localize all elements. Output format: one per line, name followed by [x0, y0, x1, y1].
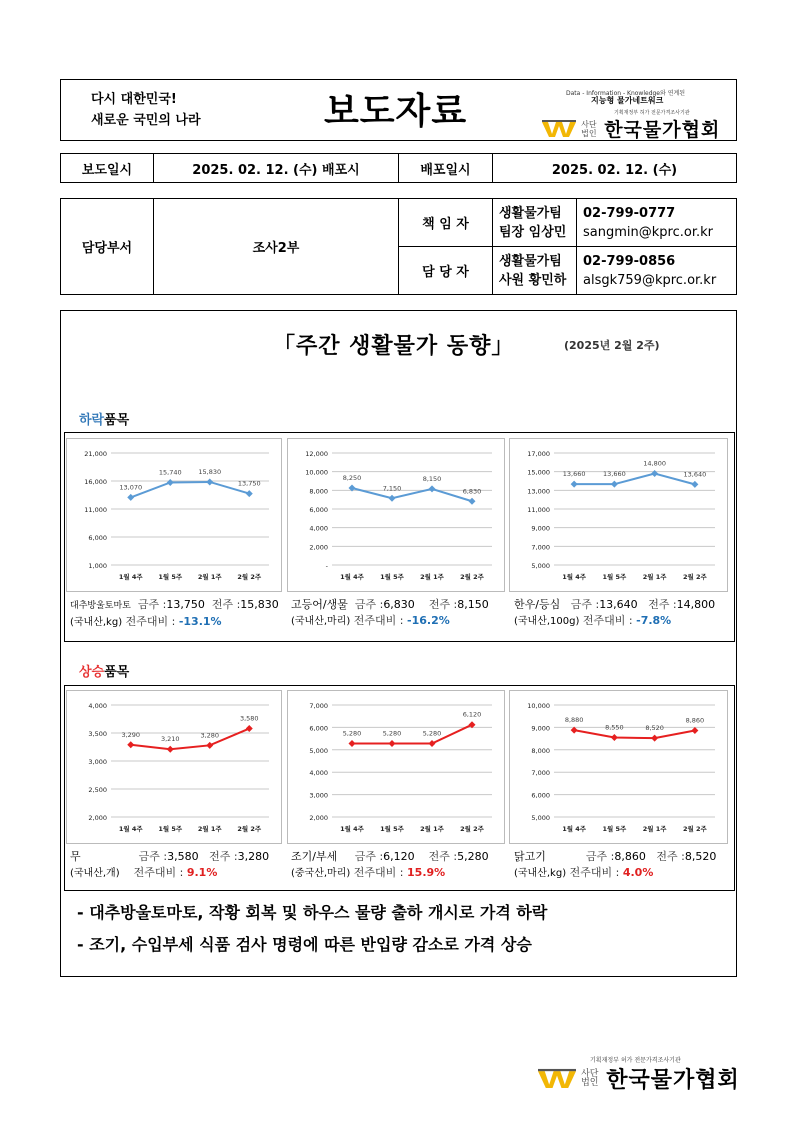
responsible-person: 팀장 임상민 [499, 224, 567, 240]
up-section-label [79, 661, 129, 680]
prev-label: 전주 : [211, 598, 241, 611]
series-line [574, 730, 695, 738]
item-name: 고등어/생물 [291, 598, 348, 611]
document-title: 보도자료 [324, 90, 468, 132]
y-tick-label: 5,000 [531, 814, 550, 822]
data-label: 5,280 [382, 729, 402, 738]
x-tick-label: 1월 4주 [118, 573, 143, 581]
report-date-label: 보도일시 [61, 154, 154, 183]
data-label: 6,120 [462, 710, 482, 719]
series-line [131, 482, 250, 497]
dept-value: 조사2부 [154, 199, 399, 295]
y-tick-label: 2,000 [88, 814, 107, 822]
y-tick-label: 2,500 [88, 786, 107, 794]
line-chart [288, 439, 504, 591]
data-label: 6,830 [462, 487, 482, 496]
y-tick-label: 5,000 [531, 562, 550, 570]
prev-price: 15,830 [240, 598, 279, 611]
footer-logo-prefix [581, 1070, 601, 1088]
y-tick-label: - [325, 562, 328, 570]
y-tick-label: 21,000 [84, 450, 107, 458]
y-tick-label: 9,000 [531, 724, 550, 733]
cur-label: 금주 : [570, 598, 600, 611]
x-tick-label: 2월 1주 [197, 825, 222, 833]
staff-team: 생활물가팀 [499, 253, 562, 269]
y-tick-label: 2,000 [309, 814, 328, 822]
y-tick-label: 3,500 [88, 730, 107, 738]
x-tick-label: 2월 1주 [420, 825, 444, 833]
data-label: 3,580 [239, 714, 259, 723]
item-origin: (국내산,100g) [514, 616, 580, 627]
dist-date-label: 배포일시 [399, 154, 493, 183]
y-tick-label: 6,000 [309, 506, 328, 514]
item-origin: (국내산,kg) [70, 617, 123, 628]
cur-price: 3,580 [167, 850, 199, 863]
data-point [127, 494, 134, 501]
data-point [206, 742, 213, 749]
x-tick-label: 1월 4주 [562, 825, 587, 833]
y-tick-label: 1,000 [88, 562, 107, 570]
cur-label: 금주 : [354, 598, 384, 611]
data-point [571, 481, 578, 488]
item-info-beef [514, 597, 715, 630]
data-point [246, 490, 253, 497]
down-section-label [79, 409, 129, 428]
item-origin: (국내산,마리) [291, 616, 351, 627]
slogan-line2: 새로운 국민의 나라 [91, 113, 201, 128]
item-name: 대추방울토마토 [70, 601, 131, 611]
y-tick-label: 6,000 [88, 534, 107, 542]
data-label: 8,880 [564, 716, 584, 725]
data-label: 15,830 [198, 467, 222, 476]
logo-prefix-top: 사단 [581, 119, 597, 129]
x-tick-label: 2월 2주 [460, 825, 484, 833]
cur-price: 13,750 [166, 598, 205, 611]
dist-date-value: 2025. 02. 12. (수) [493, 154, 737, 183]
tagline: Data - Information - Knowledge와 연계된 [566, 90, 686, 97]
data-point [691, 481, 698, 488]
x-tick-label: 1월 5주 [602, 573, 627, 581]
wow-change: 15.9% [407, 866, 446, 879]
data-label: 8,860 [685, 716, 705, 725]
logo-prefix [581, 120, 599, 138]
responsible-team: 생활물가팀 [499, 205, 562, 221]
y-tick-label: 4,000 [309, 769, 328, 778]
y-tick-label: 17,000 [527, 450, 550, 458]
data-label: 13,750 [237, 479, 261, 488]
wow-label: 전주대비 : [353, 866, 404, 879]
report-title: 「주간 생활물가 동향」 [273, 334, 515, 359]
prev-label: 전주 : [656, 850, 685, 863]
tagline-network: 지능형 물가네트워크 [591, 96, 664, 105]
y-tick-label: 11,000 [527, 506, 550, 514]
responsible-label: 책 임 자 [399, 199, 493, 247]
y-tick-label: 16,000 [84, 478, 107, 486]
x-tick-label: 1월 5주 [380, 573, 404, 581]
data-point [651, 470, 658, 477]
staff-label: 담 당 자 [399, 247, 493, 295]
y-tick-label: 7,000 [309, 702, 328, 710]
data-label: 7,150 [382, 484, 402, 493]
footer-logo [538, 1055, 748, 1091]
item-origin: (국내산,kg) [514, 868, 567, 879]
cur-label: 금주 : [585, 850, 615, 863]
x-tick-label: 1월 4주 [340, 825, 364, 833]
responsible-email[interactable]: sangmin@kprc.or.kr [583, 224, 713, 240]
data-label: 13,070 [119, 483, 143, 492]
series-line [131, 729, 250, 750]
data-label: 8,520 [645, 724, 664, 733]
prev-label: 전주 : [648, 598, 677, 611]
header-box [60, 79, 737, 141]
item-name: 한우/등심 [514, 598, 561, 611]
y-tick-label: 5,000 [309, 746, 328, 755]
logo-name: 한국물가협회 [604, 119, 721, 141]
wow-label: 전주대비 : [125, 615, 176, 628]
x-tick-label: 2월 2주 [460, 573, 484, 581]
prev-price: 3,280 [237, 850, 270, 863]
data-label: 14,800 [643, 459, 666, 468]
y-tick-label: 7,000 [531, 769, 550, 778]
prev-price: 8,150 [457, 598, 489, 611]
line-chart [67, 439, 281, 591]
data-point [206, 478, 213, 485]
staff-contact [577, 247, 737, 295]
dept-label: 담당부서 [61, 199, 154, 295]
data-point [246, 725, 253, 732]
y-tick-label: 10,000 [527, 702, 550, 710]
cur-label: 금주 : [138, 850, 168, 863]
wow-change: -7.8% [636, 614, 672, 627]
x-tick-label: 1월 5주 [380, 825, 404, 833]
responsible-tel: 02-799-0777 [583, 205, 676, 221]
cur-label: 금주 : [354, 850, 384, 863]
x-tick-label: 1월 4주 [118, 825, 143, 833]
x-tick-label: 1월 4주 [562, 573, 587, 581]
data-point [429, 740, 436, 747]
logo-subtitle: 기획재정부 허가 전문가격조사기관 [614, 110, 690, 116]
x-tick-label: 1월 5주 [602, 825, 627, 833]
chart-panel-beef [509, 438, 728, 592]
data-label: 13,660 [562, 470, 586, 479]
y-tick-label: 8,000 [531, 746, 550, 755]
y-tick-label: 2,000 [309, 543, 328, 552]
prev-price: 5,280 [457, 850, 489, 863]
data-point [691, 727, 698, 734]
wow-change: -16.2% [407, 614, 450, 627]
data-label: 5,280 [342, 729, 362, 738]
footer-logo-prefix-bottom: 법인 [581, 1077, 599, 1088]
y-tick-label: 12,000 [305, 450, 328, 458]
x-tick-label: 2월 2주 [237, 825, 262, 833]
chart-panel-croaker [287, 690, 505, 844]
wow-label: 전주대비 : [133, 866, 184, 879]
wow-label: 전주대비 : [582, 614, 633, 627]
item-info-tomato [70, 597, 279, 631]
y-tick-label: 15,000 [527, 468, 550, 477]
prev-price: 14,800 [676, 598, 716, 611]
y-tick-label: 13,000 [527, 487, 550, 496]
data-label: 3,280 [200, 731, 220, 740]
series-line [574, 474, 695, 485]
data-point [167, 746, 174, 753]
contact-table [60, 198, 737, 295]
cur-label: 금주 : [137, 598, 167, 611]
x-tick-label: 2월 1주 [642, 825, 667, 833]
staff-name [493, 247, 577, 295]
item-name: 닭고기 [514, 850, 546, 863]
wow-label: 전주대비 : [353, 614, 404, 627]
data-label: 3,290 [121, 730, 141, 739]
chart-panel-radish [66, 690, 282, 844]
prev-label: 전주 : [428, 598, 458, 611]
x-tick-label: 1월 5주 [158, 573, 183, 581]
y-tick-label: 6,000 [531, 791, 550, 800]
data-label: 13,640 [683, 470, 707, 479]
y-tick-label: 7,000 [531, 543, 550, 552]
cur-price: 13,640 [599, 598, 638, 611]
staff-person: 사원 황민하 [499, 272, 567, 288]
x-tick-label: 1월 5주 [158, 825, 183, 833]
item-name: 무 [70, 850, 81, 863]
data-label: 5,280 [422, 729, 442, 738]
item-origin: (국내산,개) [70, 868, 120, 879]
down-section-accent: 하락 [79, 413, 105, 428]
data-point [469, 498, 476, 505]
report-date-value: 2025. 02. 12. (수) 배포시 [154, 154, 399, 183]
up-section-suffix: 품목 [104, 665, 130, 680]
chart-panel-mackerel [287, 438, 505, 592]
staff-tel: 02-799-0856 [583, 253, 676, 269]
header-logo [542, 109, 728, 141]
slogan [91, 89, 271, 131]
item-info-radish [70, 849, 269, 882]
item-origin: (중국산,마리) [291, 868, 351, 879]
y-tick-label: 4,000 [309, 524, 328, 533]
data-point [611, 734, 618, 741]
line-chart [67, 691, 281, 843]
footer-logo-prefix-top: 사단 [581, 1068, 599, 1079]
prev-label: 전주 : [209, 850, 238, 863]
y-tick-label: 8,000 [309, 487, 328, 496]
data-point [127, 741, 134, 748]
data-point [651, 735, 658, 742]
y-tick-label: 3,000 [88, 758, 107, 766]
chart-panel-tomato [66, 438, 282, 592]
item-info-chicken [514, 849, 716, 882]
summary-bullet-1: - 대추방울토마토, 작황 회복 및 하우스 물량 출하 개시로 가격 하락 [77, 903, 548, 922]
footer-logo-name: 한국물가협회 [606, 1068, 740, 1093]
data-point [389, 495, 396, 502]
y-tick-label: 9,000 [531, 524, 550, 533]
y-tick-label: 10,000 [305, 468, 328, 477]
data-label: 8,250 [342, 474, 362, 482]
y-tick-label: 11,000 [84, 506, 107, 514]
data-point [429, 485, 436, 492]
summary-bullet-2: - 조기, 수입부세 식품 검사 명령에 따른 반입량 감소로 가격 상승 [77, 935, 532, 954]
x-tick-label: 2월 2주 [237, 573, 262, 581]
slogan-line1: 다시 대한민국! [91, 92, 177, 107]
report-period: (2025년 2월 2주) [564, 339, 660, 352]
data-label: 8,150 [422, 474, 442, 483]
wow-change: -13.1% [178, 615, 222, 628]
responsible-name [493, 199, 577, 247]
line-chart [288, 691, 504, 843]
up-section-accent: 상승 [79, 665, 105, 680]
x-tick-label: 2월 2주 [682, 825, 707, 833]
data-label: 13,660 [603, 470, 626, 479]
item-name: 조기/부세 [291, 850, 338, 863]
release-date-table [60, 153, 737, 183]
data-label: 3,210 [160, 735, 180, 744]
x-tick-label: 1월 4주 [340, 573, 364, 581]
kprc-footer-logo-icon [538, 1068, 576, 1090]
responsible-contact [577, 199, 737, 247]
staff-email[interactable]: alsgk759@kprc.or.kr [583, 272, 717, 288]
x-tick-label: 2월 1주 [197, 573, 222, 581]
cur-price: 6,830 [383, 598, 415, 611]
kprc-logo-icon [542, 120, 576, 138]
wow-change: 4.0% [622, 866, 654, 879]
y-tick-label: 6,000 [309, 724, 328, 733]
down-section-suffix: 품목 [104, 413, 130, 428]
prev-price: 8,520 [684, 850, 717, 863]
y-tick-label: 4,000 [88, 702, 107, 710]
line-chart [510, 691, 727, 843]
line-chart [510, 439, 727, 591]
data-point [349, 740, 356, 747]
data-label: 8,550 [605, 723, 624, 732]
chart-panel-chicken [509, 690, 728, 844]
x-tick-label: 2월 1주 [420, 573, 444, 581]
y-tick-label: 3,000 [309, 791, 328, 800]
wow-label: 전주대비 : [569, 866, 620, 879]
item-info-mackerel [291, 597, 489, 630]
prev-label: 전주 : [428, 850, 458, 863]
data-point [167, 479, 174, 486]
logo-prefix-bottom: 법인 [581, 128, 597, 138]
cur-price: 6,120 [383, 850, 415, 863]
x-tick-label: 2월 1주 [642, 573, 667, 581]
wow-change: 9.1% [186, 866, 218, 879]
footer-logo-subtitle: 기획재정부 허가 전문가격조사기관 [590, 1057, 681, 1064]
data-label: 15,740 [158, 468, 182, 477]
data-point [611, 481, 618, 488]
data-point [389, 740, 396, 747]
item-info-croaker [291, 849, 489, 882]
x-tick-label: 2월 2주 [682, 573, 707, 581]
cur-price: 8,860 [614, 850, 646, 863]
